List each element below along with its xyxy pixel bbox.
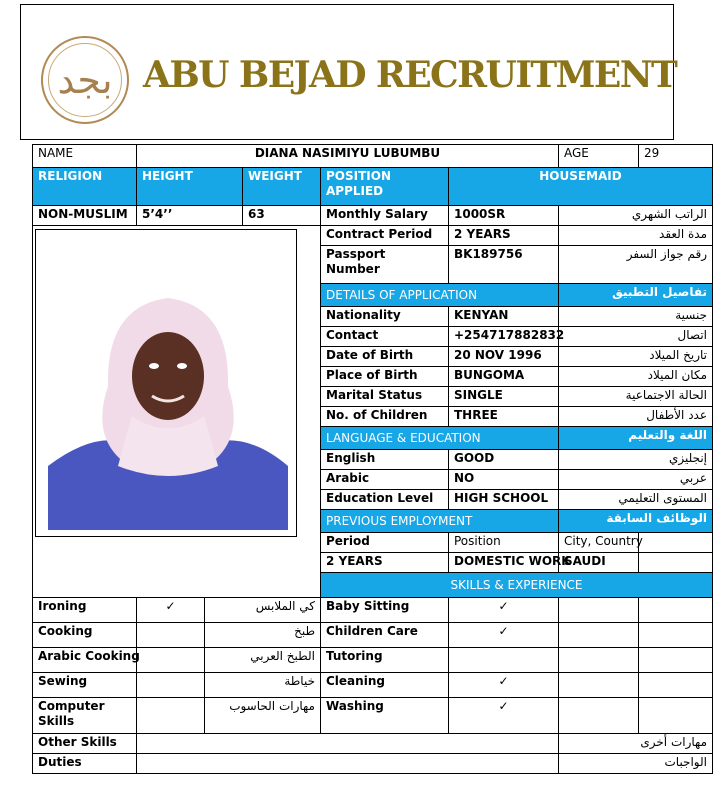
- other-skills-value: [137, 734, 559, 754]
- empty-cell: [559, 673, 639, 698]
- skill-computer: Computer Skills: [33, 698, 137, 734]
- contract-label: Contract Period: [321, 226, 449, 246]
- children-label: No. of Children: [321, 407, 449, 427]
- marital-label-ar: الحالة الاجتماعية: [559, 387, 713, 407]
- marital-label: Marital Status: [321, 387, 449, 407]
- religion-label: RELIGION: [33, 168, 137, 206]
- skill-ironing-check: ✓: [137, 598, 205, 623]
- contact-label-ar: اتصال: [559, 327, 713, 347]
- dob-label-ar: تاريخ الميلاد: [559, 347, 713, 367]
- skill-baby-sitting-check: ✓: [449, 598, 559, 623]
- empty-cell: [559, 598, 639, 623]
- employment-period: 2 YEARS: [321, 553, 449, 573]
- contract-label-ar: مدة العقد: [559, 226, 713, 246]
- cv-table: [32, 144, 713, 774]
- skill-sewing-ar: خياطة: [205, 673, 321, 698]
- empty-cell: [639, 598, 713, 623]
- language-section-title: LANGUAGE & EDUCATION: [321, 427, 559, 450]
- dob-label: Date of Birth: [321, 347, 449, 367]
- skill-washing: Washing: [321, 698, 449, 734]
- dob-value: 20 NOV 1996: [449, 347, 559, 367]
- duties-value: [137, 754, 559, 774]
- skill-baby-sitting: Baby Sitting: [321, 598, 449, 623]
- candidate-name: DIANA NASIMIYU LUBUMBU: [137, 145, 559, 168]
- employment-blank-head: [639, 533, 713, 553]
- skill-cleaning-check: ✓: [449, 673, 559, 698]
- skill-arabic-cooking-ar: الطبخ العربي: [205, 648, 321, 673]
- english-label-ar: إنجليزي: [559, 450, 713, 470]
- education-label: Education Level: [321, 490, 449, 510]
- empty-cell: [559, 648, 639, 673]
- skill-computer-check: [137, 698, 205, 734]
- language-section-title-ar: اللغة والتعليم: [559, 427, 713, 450]
- weight-value: 63: [243, 206, 321, 226]
- position-label: POSITION APPLIED: [321, 168, 449, 206]
- skill-sewing: Sewing: [33, 673, 137, 698]
- employment-section-title: PREVIOUS EMPLOYMENT: [321, 510, 559, 533]
- employment-location-head: City, Country: [559, 533, 639, 553]
- english-label: English: [321, 450, 449, 470]
- english-value: GOOD: [449, 450, 559, 470]
- salary-value: 1000SR: [449, 206, 559, 226]
- contact-label: Contact: [321, 327, 449, 347]
- skill-washing-check: ✓: [449, 698, 559, 734]
- application-section-title: DETAILS OF APPLICATION: [321, 284, 559, 307]
- empty-cell: [559, 623, 639, 648]
- pob-label-ar: مكان الميلاد: [559, 367, 713, 387]
- skill-arabic-cooking-check: [137, 648, 205, 673]
- pob-label: Place of Birth: [321, 367, 449, 387]
- education-label-ar: المستوى التعليمي: [559, 490, 713, 510]
- nationality-label: Nationality: [321, 307, 449, 327]
- employment-location: SAUDI: [559, 553, 639, 573]
- employment-period-head: Period: [321, 533, 449, 553]
- skill-ironing: Ironing: [33, 598, 137, 623]
- employment-section-title-ar: الوظائف السابقة: [559, 510, 713, 533]
- marital-value: SINGLE: [449, 387, 559, 407]
- skill-cooking: Cooking: [33, 623, 137, 648]
- age-value: 29: [639, 145, 713, 168]
- salary-label-ar: الراتب الشهري: [559, 206, 713, 226]
- skills-section-title: SKILLS & EXPERIENCE: [321, 573, 713, 598]
- religion-value: NON-MUSLIM: [33, 206, 137, 226]
- application-section-title-ar: تفاصيل التطبيق: [559, 284, 713, 307]
- empty-cell: [639, 698, 713, 734]
- skill-children-care-check: ✓: [449, 623, 559, 648]
- logo-monogram: بجد: [48, 43, 122, 117]
- employment-position-head: Position: [449, 533, 559, 553]
- empty-cell: [639, 673, 713, 698]
- position-value: HOUSEMAID: [449, 168, 713, 206]
- duties-label: Duties: [33, 754, 137, 774]
- weight-label: WEIGHT: [243, 168, 321, 206]
- height-value: 5’4’’: [137, 206, 243, 226]
- skill-cooking-ar: طبخ: [205, 623, 321, 648]
- skill-cleaning: Cleaning: [321, 673, 449, 698]
- nationality-value: KENYAN: [449, 307, 559, 327]
- contact-value: +254717882832: [449, 327, 559, 347]
- height-label: HEIGHT: [137, 168, 243, 206]
- passport-label-ar: رقم جواز السفر: [559, 246, 713, 284]
- company-logo: [41, 36, 129, 124]
- contract-value: 2 YEARS: [449, 226, 559, 246]
- skill-tutoring-check: [449, 648, 559, 673]
- children-value: THREE: [449, 407, 559, 427]
- empty-cell: [559, 698, 639, 734]
- skill-tutoring: Tutoring: [321, 648, 449, 673]
- empty-cell: [639, 623, 713, 648]
- skill-ironing-ar: كي الملابس: [205, 598, 321, 623]
- arabic-value: NO: [449, 470, 559, 490]
- candidate-photo: [48, 266, 288, 530]
- salary-label: Monthly Salary: [321, 206, 449, 226]
- employment-blank: [639, 553, 713, 573]
- duties-label-ar: الواجبات: [559, 754, 713, 774]
- skill-arabic-cooking: Arabic Cooking: [33, 648, 137, 673]
- other-skills-label-ar: مهارات أخرى: [559, 734, 713, 754]
- pob-value: BUNGOMA: [449, 367, 559, 387]
- employment-position: DOMESTIC WORK: [449, 553, 559, 573]
- skill-computer-ar: مهارات الحاسوب: [205, 698, 321, 734]
- children-label-ar: عدد الأطفال: [559, 407, 713, 427]
- skill-sewing-check: [137, 673, 205, 698]
- skill-children-care: Children Care: [321, 623, 449, 648]
- empty-cell: [639, 648, 713, 673]
- passport-value: BK189756: [449, 246, 559, 284]
- nationality-label-ar: جنسية: [559, 307, 713, 327]
- photo-cell: [33, 226, 321, 598]
- arabic-label-ar: عربي: [559, 470, 713, 490]
- skill-cooking-check: [137, 623, 205, 648]
- other-skills-label: Other Skills: [33, 734, 137, 754]
- education-value: HIGH SCHOOL: [449, 490, 559, 510]
- arabic-label: Arabic: [321, 470, 449, 490]
- photo-frame: [35, 229, 297, 537]
- name-label: NAME: [33, 145, 137, 168]
- age-label: AGE: [559, 145, 639, 168]
- company-name: ABU BEJAD RECRUITMENT: [143, 54, 677, 96]
- passport-label: Passport Number: [321, 246, 449, 284]
